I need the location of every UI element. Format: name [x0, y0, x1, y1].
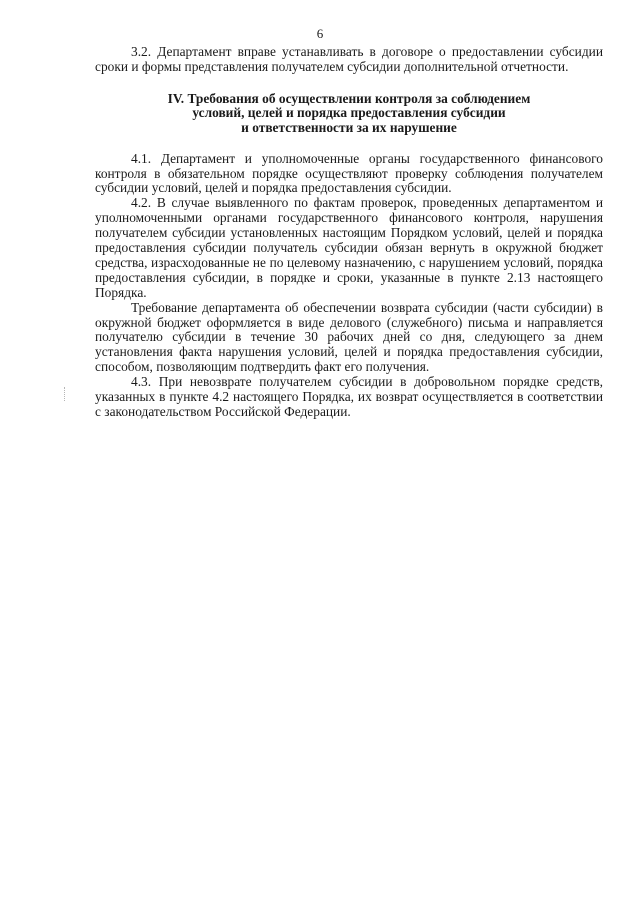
margin-mark	[64, 387, 66, 401]
page-number: 6	[316, 26, 324, 41]
section-heading	[95, 92, 603, 136]
paragraph-4-3: 4.3. При невозврате получателем субсидии в добровольном порядке средств, указанных в пункте 4.2 настоящего Порядка, их возврат осуществляется в соответствии с законодательством Российской Федерации.	[95, 374, 603, 419]
section-heading-line-2: условий, целей и порядка предоставления субсидии	[192, 105, 506, 121]
section-heading-line-1: IV. Требования об осуществлении контроля за соблюдением	[167, 90, 531, 106]
paragraph-3-2: 3.2. Департамент вправе устанавливать в договоре о предоставлении субсидии сроки и формы представления получателем субсидии дополнительной отчетности.	[95, 44, 603, 74]
section-heading-line-3: и ответственности за их нарушение	[241, 120, 457, 135]
paragraph-requirement: Требование департамента об обеспечении возврата субсидии (части субсидии) в окружной бюджет оформляется в виде делового (служебного) письма и направляется получателю субсидии в течение 30 рабочих дней со дня, следующего за днем установления факта нарушения условий, целей и порядка предоставления субсидии, способом, позволяющим подтвердить факт его получения.	[95, 299, 603, 375]
paragraph-4-1: 4.1. Департамент и уполномоченные органы государственного финансового контроля в обязательном порядке осуществляют проверку соблюдения получателем субсидии условий, целей и порядка предоставления субсидии.	[95, 150, 603, 196]
paragraph-4-2: 4.2. В случае выявленного по фактам проверок, проведенных департаментом и уполномоченными органами государственного финансового контроля, нарушения получателем субсидии установленных настоящим Порядком условий, целей и порядка предоставления субсидии получатель субсидии обязан вернуть в окружной бюджет средства, израсходованные не по целевому назначению, с нарушением условий, порядка предоставления субсидии, в порядке и сроки, указанные в пункте 2.13 настоящего Порядка.	[95, 195, 603, 300]
document-body	[95, 45, 603, 420]
